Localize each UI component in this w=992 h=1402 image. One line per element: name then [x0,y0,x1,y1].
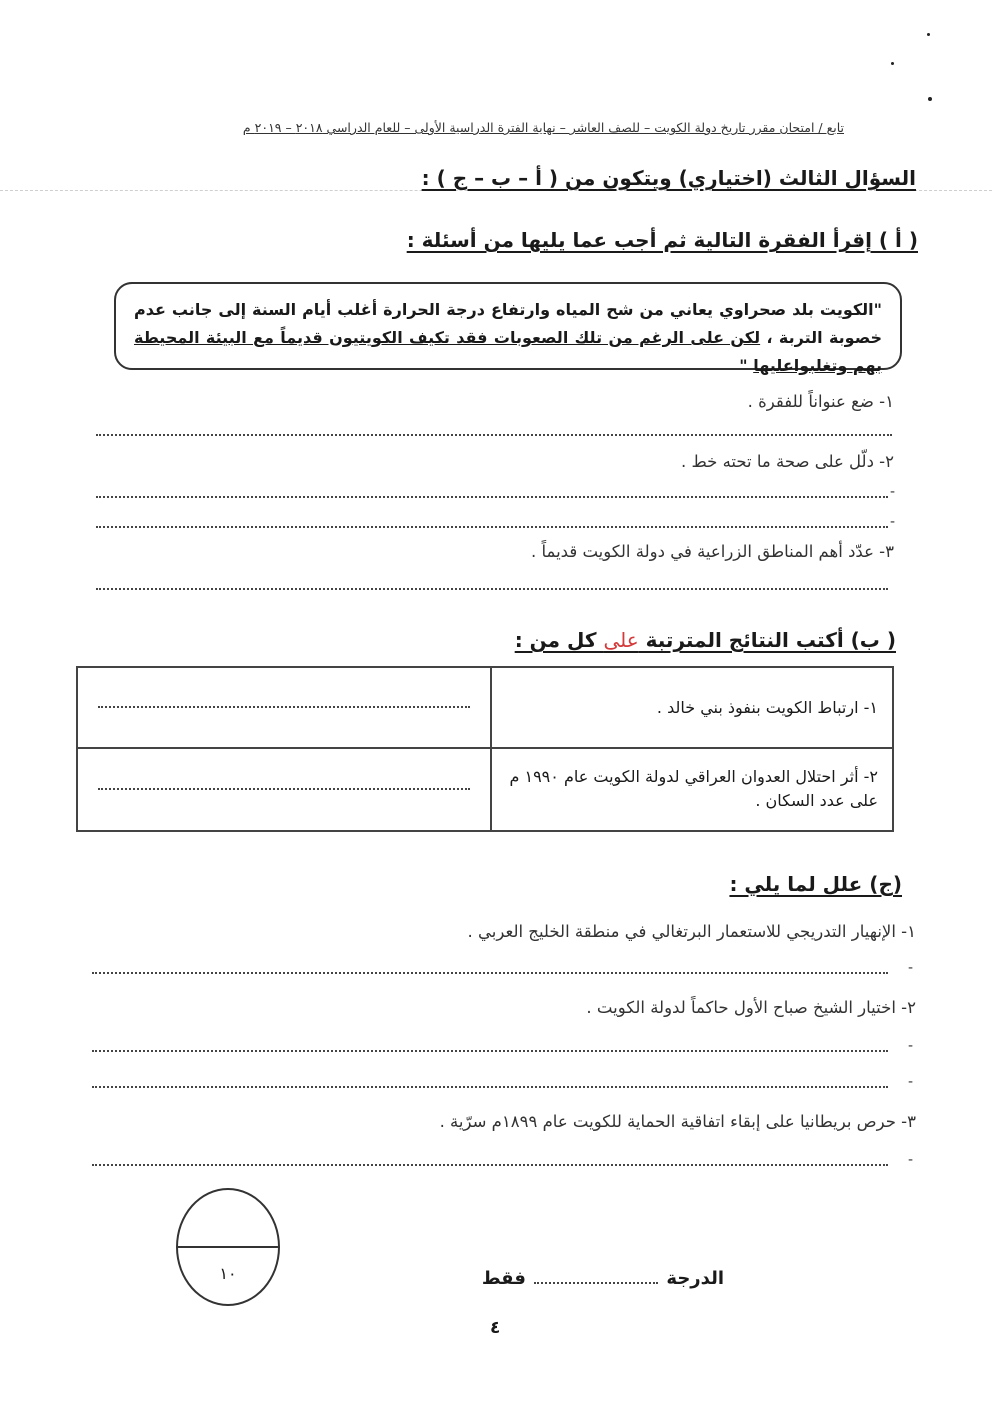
answer-line[interactable] [98,706,470,708]
answer-dash: - [908,1074,914,1090]
answer-line[interactable] [98,788,470,790]
answer-line[interactable] [92,1050,888,1052]
scan-speck [891,62,894,65]
part-c-question-3: ٣- حرص بريطانيا على إبقاء اتفاقية الحماية للكويت عام ١٨٩٩م سرّية . [439,1112,916,1131]
passage-text: "الكويت بلد صحراوي يعاني من شح المياه وارتفاع درجة الحرارة أغلب أيام السنة إلى جانب عدم خصوبة التربة ، [134,300,883,347]
part-a-question-1: ١- ضع عنواناً للفقرة . [747,392,894,411]
answer-line[interactable] [96,434,892,436]
passage-underlined-text: لكن على الرغم من تلك الصعوبات فقد تكيف الكويتيون قديماً مع البيئة المحيطة بهم وتغلبواعليها [134,328,882,375]
answer-cell[interactable] [77,667,491,748]
part-c-question-2: ٢- اختيار الشيخ صباح الأول حاكماً لدولة الكويت . [586,998,916,1017]
answer-line[interactable] [96,526,888,528]
max-score: ١٠ [219,1264,237,1283]
answer-line[interactable] [92,972,888,974]
answer-line[interactable] [92,1086,888,1088]
part-c-title: (ج) علل لما يلي : [729,872,902,896]
page-number: ٤ [490,1318,501,1338]
answer-dash: - [890,514,896,530]
answer-line[interactable] [96,588,888,590]
score-circle [176,1188,280,1306]
answer-dash: - [908,960,914,976]
part-a-question-2: ٢- دلّل على صحة ما تحته خط . [680,452,894,471]
part-c-question-1: ١- الإنهيار التدريجي للاستعمار البرتغالي في منطقة الخليج العربي . [467,922,916,941]
results-table [76,666,894,832]
scan-speck [927,33,930,36]
table-row [77,748,893,831]
score-divider [178,1246,278,1248]
answer-line[interactable] [96,496,888,498]
scan-artifact-rule [0,190,992,191]
cause-cell: ١- ارتباط الكويت بنفوذ بني خالد . [491,667,893,748]
cause-cell: ٢- أثر احتلال العدوان العراقي لدولة الكويت عام ١٩٩٠ م على عدد السكان . [491,748,893,831]
exam-header: تابع / امتحان مقرر تاريخ دولة الكويت – للصف العاشر – نهاية الفترة الدراسية الأولى – للعام الدراسي ٢٠١٨ – ٢٠١٩ م [242,120,844,135]
part-a-question-3: ٣- عدّد أهم المناطق الزراعية في دولة الكويت قديماً . [531,542,894,561]
passage-box [114,282,902,375]
grade-input[interactable] [534,1278,658,1284]
answer-cell[interactable] [77,748,491,831]
part-b-title: ( ب) أكتب النتائج المترتبة على كل من : [514,628,896,652]
answer-dash: - [908,1152,914,1168]
table-row [77,667,893,748]
grade-suffix: فقط [481,1268,526,1289]
part-a-title: ( أ ) إقرأ الفقرة التالية ثم أجب عما يليها من أسئلة : [406,228,918,252]
answer-dash: - [908,1038,914,1054]
answer-dash: - [890,484,896,500]
grade-label: الدرجة [666,1268,724,1289]
answer-line[interactable] [92,1164,888,1166]
passage-close-quote: " [739,356,754,375]
scan-speck [928,97,932,101]
question-3-title: السؤال الثالث (اختياري) ويتكون من ( أ – ب – ج ) : [421,166,916,190]
grade-line [482,1268,724,1289]
